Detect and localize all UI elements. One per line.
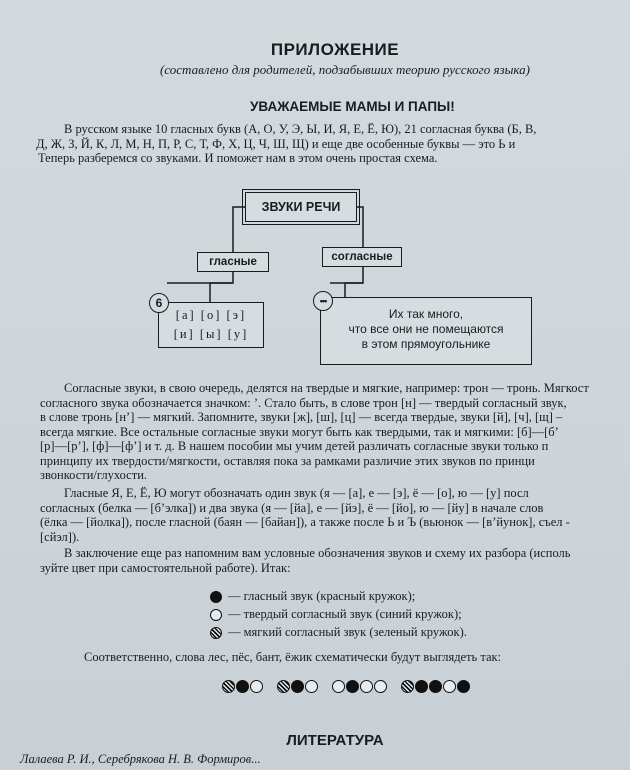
blue-circle-icon <box>250 680 263 693</box>
intro-line: Теперь разберемся со звуками. И поможет нам в этом очень простая схема. <box>38 151 438 165</box>
vowels-row: [и] [ы] [у] <box>173 327 249 341</box>
red-circle-icon <box>346 680 359 693</box>
paragraph-line: в слове тронь [н’] — мягкий. Запомните, звуки [ж], [ш], [ц] — всегда твердые, звуки [й], [ч], [щ] – <box>40 410 563 424</box>
paragraph-line: согласных (белка — [б’элка]) и два звука (я — [йа], е — [йэ], ё — [йо], ю — [йу] в начале слов <box>40 500 544 515</box>
paragraph-line: принципу их твердости/мягкости, оставляя пока за рамками различие этих звуков по принци <box>40 453 535 468</box>
word-scheme <box>332 680 387 693</box>
paragraph-line: [р]—[р’], [ф]—[ф’] и т. д. В нашем пособии мы учим детей различать согласные звуки только п <box>40 439 549 453</box>
paragraph-line: В заключение еще раз напомним вам условные обозначения звуков и схему их разбора (исполь <box>64 546 571 560</box>
literature-heading: ЛИТЕРАТУРА <box>286 732 384 749</box>
legend-item-soft-consonant <box>210 625 467 640</box>
green-circle-icon <box>401 680 414 693</box>
page-subtitle: (составлено для родителей, подзабывших теорию русского языка) <box>160 62 530 77</box>
paragraph-line: Гласные Я, Е, Ё, Ю могут обозначать один звук (я — [а], е — [э], ё — [о], ю — [у] посл <box>64 486 529 500</box>
conclusion-paragraph <box>40 546 571 575</box>
legend-item-hard-consonant <box>210 607 462 622</box>
paragraph-line: всегда мягкие. Все остальные согласные звуки могут быть как твердыми, так и мягкими: [б]—[б’ <box>40 424 559 439</box>
paragraph-line: Согласные звуки, в свою очередь, делятся на твердые и мягкие, например: трон — тронь. Мягкост <box>64 381 589 395</box>
intro-line: В русском языке 10 гласных букв (А, О, У, Э, Ы, И, Я, Е, Ё, Ю), 21 согласная буква (Б, В, <box>64 122 537 136</box>
green-circle-icon <box>277 680 290 693</box>
vowels-count-badge: 6 <box>149 293 169 313</box>
blue-circle-icon <box>305 680 318 693</box>
consonants-note-line: что все они не помещаются <box>348 322 504 336</box>
red-circle-icon <box>291 680 304 693</box>
legend-item-vowel <box>210 589 415 604</box>
blue-circle-icon <box>443 680 456 693</box>
red-circle-icon <box>415 680 428 693</box>
vowels-paragraph <box>40 486 570 544</box>
consonants-paragraph <box>40 381 589 483</box>
word-schemes <box>222 680 470 693</box>
page-title: ПРИЛОЖЕНИЕ <box>270 40 400 59</box>
paragraph-line: зуйте цвет при самостоятельной работе). Итак: <box>40 560 291 575</box>
vowels-list-box <box>158 302 264 348</box>
red-circle-icon <box>457 680 470 693</box>
vowels-label-box: гласные <box>197 252 269 272</box>
blue-circle-icon <box>374 680 387 693</box>
blue-circle-icon <box>360 680 373 693</box>
consonants-note-line: в этом прямоугольнике <box>361 337 491 351</box>
examples-line: Соответственно, слова лес, пёс, бант, ёжик схематически будут выглядеть так: <box>84 650 502 664</box>
green-circle-icon <box>222 680 235 693</box>
red-circle-icon <box>236 680 249 693</box>
vowels-row: [а] [о] [э] <box>175 308 247 322</box>
literature-reference: Лалаева Р. И., Серебрякова Н. В. Формиров... <box>20 752 261 766</box>
blue-circle-icon <box>210 609 222 621</box>
legend-text: — гласный звук (красный кружок); <box>228 589 416 603</box>
paragraph-line: [сйэл]). <box>40 529 80 544</box>
greeting-heading: УВАЖАЕМЫЕ МАМЫ И ПАПЫ! <box>250 99 455 114</box>
paragraph-line: (ёлка — [йолка]), после гласной (баян — [байан]), а также после Ь и Ъ (вьюнок — [в’йунок], съел - <box>40 515 570 529</box>
consonants-label-box: согласные <box>322 247 402 267</box>
consonants-note-line: Их так много, <box>388 307 464 321</box>
word-scheme <box>222 680 263 693</box>
intro-line: Д, Ж, З, Й, К, Л, М, Н, П, Р, С, Т, Ф, Х, Ц, Ч, Ш, Щ) и еще две особенные буквы — это Ь и <box>36 136 516 151</box>
sounds-of-speech-box: ЗВУКИ РЕЧИ <box>245 192 357 222</box>
paragraph-line: звонкости/глухости. <box>40 468 148 482</box>
legend-text: — твердый согласный звук (синий кружок); <box>228 607 462 621</box>
consonants-note-box <box>320 297 532 365</box>
word-scheme <box>277 680 318 693</box>
blue-circle-icon <box>332 680 345 693</box>
consonants-badge: ••• <box>313 291 333 311</box>
word-scheme <box>401 680 470 693</box>
red-circle-icon <box>210 591 222 603</box>
green-circle-icon <box>210 627 222 639</box>
paragraph-line: согласного звука обозначается значком: ’. Стало быть, в слове трон [н] — твердый согласный звук, <box>40 395 567 410</box>
red-circle-icon <box>429 680 442 693</box>
legend-text: — мягкий согласный звук (зеленый кружок). <box>228 625 467 639</box>
